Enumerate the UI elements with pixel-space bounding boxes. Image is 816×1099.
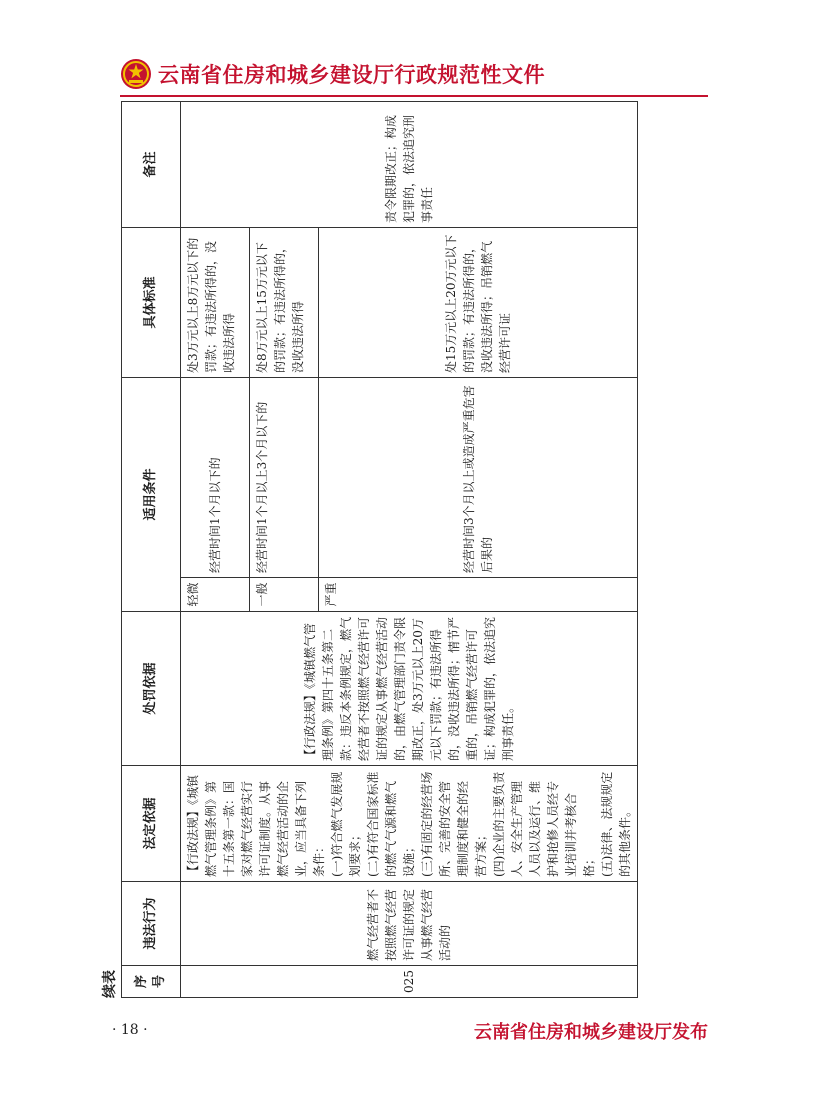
severity-cell: 一般 (250, 578, 319, 612)
col-remarks-header: 备注 (122, 101, 181, 227)
col-penalty-basis-header: 处罚依据 (122, 612, 181, 766)
col-legal-basis-header: 法定依据 (122, 766, 181, 882)
col-violation-header: 违法行为 (122, 882, 181, 966)
col-standard-header: 具体标准 (122, 227, 181, 377)
condition-cell: 经营时间1个月以下的 (181, 377, 250, 577)
standard-cell: 处15万元以上20万元以下的罚款；有违法所得的，没收违法所得；吊销燃气经营许可证 (319, 227, 638, 377)
severity-cell: 严重 (319, 578, 638, 612)
col-condition-header: 适用条件 (122, 377, 181, 611)
condition-cell: 经营时间1个月以上3个月以下的 (250, 377, 319, 577)
standard-cell: 处3万元以上8万元以下的罚款；有违法所得的，没收违法所得 (181, 227, 250, 377)
legal-basis-cell: 【行政法规】《城镇燃气管理条例》第十五条第一款：国家对燃气经营实行许可证制度。从事燃气经营活动的企业，应当具备下列条件： (一)符合燃气发展规划要求； (二)有符合国家标准的燃气气源和燃气设施； (三)有固定的经营场所、完善的安全管理制度和健全的经营方案； (四)企业的主要负责人、安全生产管理人员以及运行、维护和抢修人员经专业培训并考核合格； (五)法律、法规规定的其他条件。 (181, 766, 638, 882)
penalty-basis-cell: 【行政法规】《城镇燃气管理条例》第四十五条第二款：违反本条例规定，燃气经营者不按照燃气经营许可证的规定从事燃气经营活动的，由燃气管理部门责令限期改正，处3万元以上20万元以下罚款；有违法所得的，没收违法所得；情节严重的，吊销燃气经营许可证；构成犯罪的，依法追究刑事责任。 (181, 612, 638, 766)
col-seq-header: 序号 (122, 966, 181, 998)
condition-cell: 经营时间3个月以上或造成严重危害后果的 (319, 377, 638, 577)
page-header (120, 56, 545, 92)
national-emblem-icon (120, 58, 152, 90)
penalty-table (121, 101, 638, 998)
publisher-name: 云南省住房和城乡建设厅发布 (474, 1022, 708, 1043)
standard-cell: 处8万元以上15万元以下的罚款；有违法所得的，没收违法所得 (250, 227, 319, 377)
table-header-row (122, 101, 181, 997)
seq-cell: 025 (181, 966, 638, 998)
page-number: · 18 · (112, 1022, 148, 1038)
table-row (181, 101, 250, 997)
continued-label: 续表 (102, 970, 118, 998)
header-divider (120, 95, 708, 97)
document-series-title: 云南省住房和城乡建设厅行政规范性文件 (158, 63, 545, 87)
violation-cell: 燃气经营者不按照燃气经营许可证的规定从事燃气经营活动的 (181, 882, 638, 966)
rotated-table-block (99, 102, 632, 998)
severity-cell: 轻微 (181, 578, 250, 612)
remarks-cell: 责令限期改正；构成犯罪的，依法追究刑事责任 (181, 101, 638, 227)
